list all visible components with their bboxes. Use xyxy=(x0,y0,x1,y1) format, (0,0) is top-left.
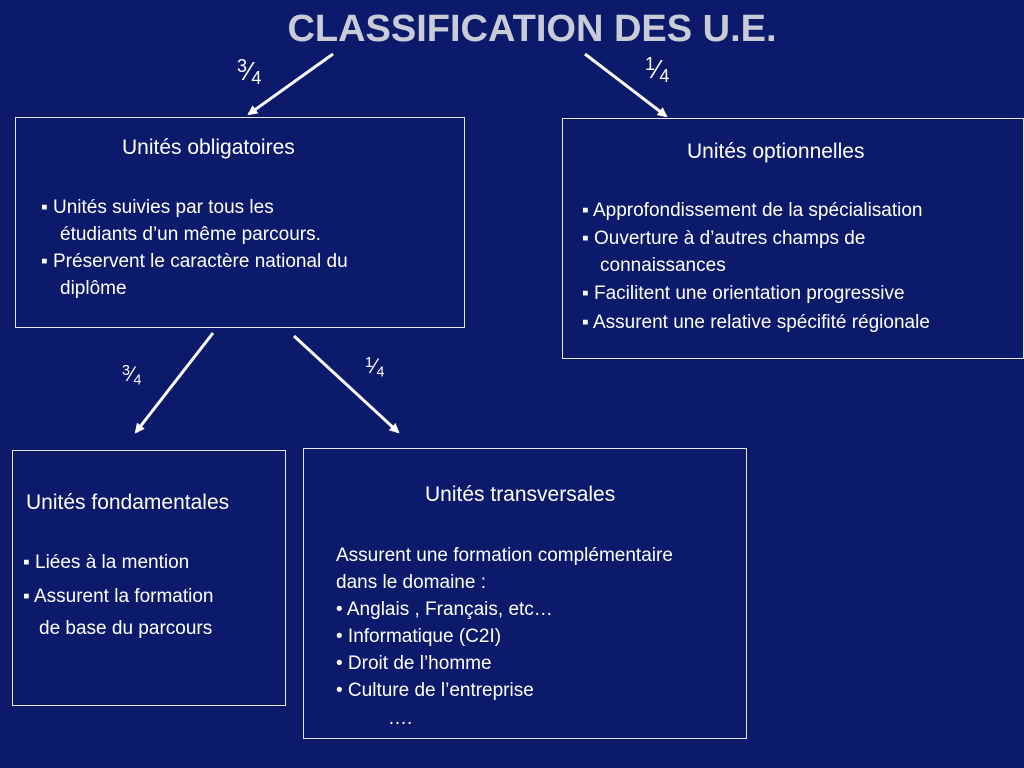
fraction-mid-left: $^3$⁄4 xyxy=(122,362,142,388)
fraction-top-left: $^3$⁄4 xyxy=(237,56,262,88)
box-unites-fondamentales xyxy=(12,450,286,706)
optionnelles-line-1: ▪ Approfondissement de la spécialisation xyxy=(582,200,923,221)
box-title-transversales: Unités transversales xyxy=(425,483,616,506)
optionnelles-line-4: ▪ Facilitent une orientation progressive xyxy=(582,283,905,304)
optionnelles-line-5: ▪ Assurent une relative spécifité régionale xyxy=(582,312,930,333)
optionnelles-line-3: connaissances xyxy=(600,255,726,276)
arrow-to-transversales xyxy=(294,336,398,432)
optionnelles-line-2: ▪ Ouverture à d’autres champs de xyxy=(582,228,866,249)
box-title-optionnelles: Unités optionnelles xyxy=(687,140,865,163)
page-title: CLASSIFICATION DES U.E. xyxy=(287,8,777,50)
box-unites-optionnelles xyxy=(562,118,1024,359)
obligatoires-line-1: ▪ Unités suivies par tous les xyxy=(41,197,274,218)
arrow-to-obligatoires xyxy=(249,54,333,114)
transversales-line-2: dans le domaine : xyxy=(336,572,486,593)
transversales-line-5: • Droit de l’homme xyxy=(336,653,492,674)
fondamentales-line-3: de base du parcours xyxy=(39,618,213,639)
transversales-line-3: • Anglais , Français, etc… xyxy=(336,599,553,620)
obligatoires-line-2: étudiants d’un même parcours. xyxy=(60,224,321,245)
fraction-top-right: $^1$⁄4 xyxy=(645,54,670,86)
box-title-fondamentales: Unités fondamentales xyxy=(26,491,230,514)
arrow-to-fondamentales xyxy=(136,333,213,432)
obligatoires-line-4: diplôme xyxy=(60,278,127,299)
transversales-line-6: • Culture de l’entreprise xyxy=(336,680,534,701)
box-unites-obligatoires xyxy=(15,117,465,328)
fraction-mid-right: $^1$⁄4 xyxy=(365,354,385,380)
box-unites-transversales xyxy=(303,448,747,739)
transversales-line-4: • Informatique (C2I) xyxy=(336,626,502,647)
obligatoires-line-3: ▪ Préservent le caractère national du xyxy=(41,251,348,272)
fondamentales-line-2: ▪ Assurent la formation xyxy=(23,586,214,607)
fondamentales-line-1: ▪ Liées à la mention xyxy=(23,552,190,573)
transversales-line-7: …. xyxy=(388,708,413,729)
transversales-line-1: Assurent une formation complémentaire xyxy=(336,545,673,566)
box-title-obligatoires: Unités obligatoires xyxy=(122,136,295,159)
